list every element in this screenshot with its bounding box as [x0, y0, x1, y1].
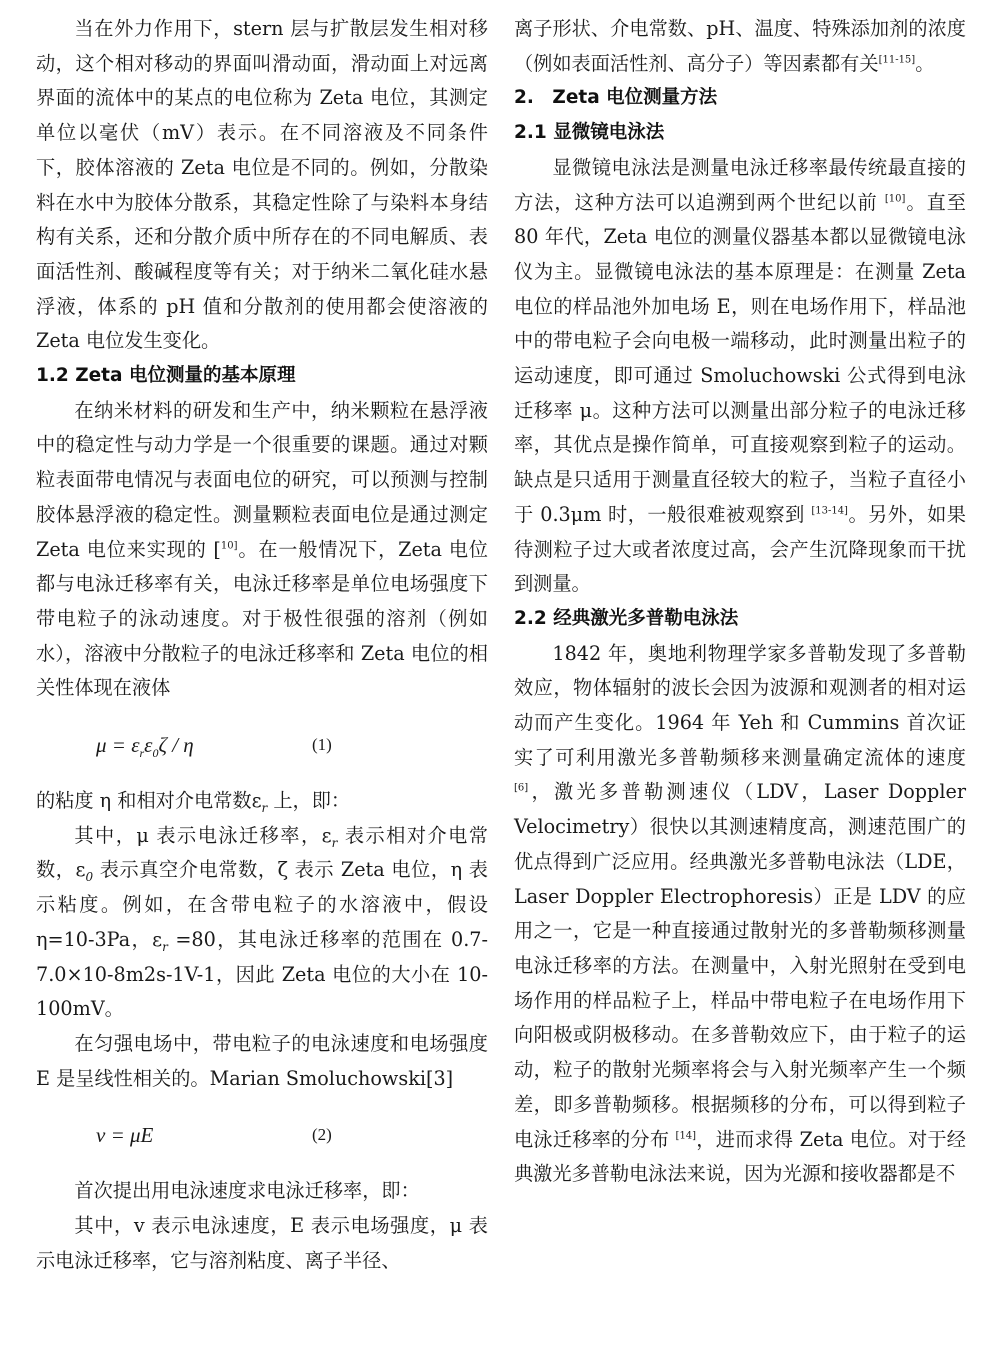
equation-2-expression: v = μE — [96, 1122, 154, 1147]
citation-6: [6] — [514, 783, 529, 795]
paragraph-first-proposed: 首次提出用电泳速度求电泳迁移率，即： — [74, 1179, 420, 1203]
citation-10: 10] — [220, 540, 238, 552]
equation-1-expression: $\mu = \varepsilon_r\varepsilon_0\zeta / \eta$ — [96, 732, 194, 760]
section-heading-2-2: 2.2 经典激光多普勒电泳法 — [514, 607, 739, 629]
section-heading-2: 2. Zeta 电位测量方法 — [514, 87, 718, 109]
paragraph-symbols-2: 其中，v 表示电泳速度，E 表示电场强度，μ 表示电泳迁移率，它与溶剂粘度、离子半径、 — [36, 1214, 488, 1272]
citation-11-15: [11-15] — [878, 54, 916, 66]
equation-2-number: (2) — [312, 1125, 332, 1145]
equation-1-number: (1) — [312, 735, 332, 755]
citation-13-14: [13-14] — [811, 505, 848, 517]
paragraph-symbols-1: 其中，μ 表示电泳迁移率，$\varepsilon_r$ 表示相对介电常数，$\varepsilon_0$ 表示真空介电常数，ζ 表示 Zeta 电位，η 表示粘度。例如，在含带电粒子的水溶液中，假设 η=10-3Pa，$\varepsilon_r =80$，其电泳迁移率的范围在 0.7-7.0×10-8m2s-1V-1，因此 Zeta 电位的大小在 10-100mV。 — [36, 823, 488, 1021]
equation-1 — [36, 706, 488, 784]
left-column — [36, 12, 488, 1279]
paragraph-zeta-principle: 在纳米材料的研发和生产中，纳米颗粒在悬浮液中的稳定性与动力学是一个很重要的课题。通过对颗粒表面带电情况与表面电位的研究，可以预测与控制胶体悬浮液的稳定性。测量颗粒表面电位是通过测定 Zeta 电位来实现的 [$^{10]}$。在一般情况下，Zeta 电位都与电泳迁移率有关，电泳迁移率是单位电场强度下带电粒子的泳动速度。对于极性很强的溶剂（例如水），溶液中分散粒子的电泳迁移率和 Zeta 电位的相关性体现在液体 — [36, 398, 488, 700]
citation-10-right: [10] — [884, 193, 906, 205]
paragraph-microscope-electrophoresis: 显微镜电泳法是测量电泳迁移率最传统最直接的方法，这种方法可以追溯到两个世纪以前 [10]。直至 80 年代，Zeta 电位的测量仪器基本都以显微镜电泳仪为主。显微镜电泳法的基本原理是：在测量 Zeta 电位的样品池外加电场 E，则在电场作用下，样品池中的带电粒子会向电极一端移动，此时测量出粒子的运动速度，即可通过 Smoluchowski 公式得到电泳迁移率 μ。这种方法可以测量出部分粒子的电泳迁移率，其优点是操作简单，可直接观察到粒子的运动。缺点是只适用于测量直径较大的粒子，当粒子直径小于 0.3μm 时，一般很难被观察到 [13-14]。另外，如果待测粒子过大或者浓度过高，会产生沉降现象而干扰到测量。 — [514, 155, 966, 596]
section-heading-1-2: 1.2 Zeta 电位测量的基本原理 — [36, 365, 296, 387]
paragraph-slip-plane: 当在外力作用下，stern 层与扩散层发生相对移动，这个相对移动的界面叫滑动面，滑动面上对远离界面的流体中的某点的电位称为 Zeta 电位，其测定单位以毫伏（mV）表示。在不同溶液及不同条件下，胶体溶液的 Zeta 电位是不同的。例如，分散染料在水中为胶体分散系，其稳定性除了与染料本身结构有关系，还和分散介质中所存在的不同电解质、表面活性剂、酸碱程度等有关；对于纳米二氧化硅水悬浮液，体系的 pH 值和分散剂的使用都会使溶液的 Zeta 电位发生变化。 — [36, 17, 488, 353]
paragraph-uniform-field: 在匀强电场中，带电粒子的电泳速度和电场强度 E 是呈线性相关的。Marian Smoluchowski[3] — [36, 1031, 488, 1090]
paragraph-laser-doppler: 1842 年，奥地利物理学家多普勒发现了多普勒效应，物体辐射的波长会因为波源和观测者的相对运动而产生变化。1964 年 Yeh 和 Cummins 首次证实了可利用激光多普勒频移来测量确定流体的速度 [6]，激光多普勒测速仪（LDV，Laser Doppler Velocimetry）很快以其测速精度高，测速范围广的优点得到广泛应用。经典激光多普勒电泳法（LDE，Laser Doppler Electrophoresis）正是 LDV 的应用之一，它是一种直接通过散射光的多普勒频移测量电泳迁移率的方法。在测量中，入射光照射在受到电场作用的样品粒子上，样品中带电粒子在电场作用下向阳极或阴极移动。在多普勒效应下，由于粒子的运动，粒子的散射光频率将会与入射光频率产生一个频差，即多普勒频移。根据频移的分布，可以得到粒子电泳迁移率的分布 [14]，进而求得 Zeta 电位。对于经典激光多普勒电泳法来说，因为光源和接收器都是不 — [514, 641, 966, 1186]
right-column — [514, 12, 966, 1192]
paragraph-viscosity: 的粘度 η 和相对介电常数$\varepsilon_r$ 上，即： — [36, 789, 351, 815]
citation-14: [14] — [675, 1130, 697, 1142]
section-heading-2-1: 2.1 显微镜电泳法 — [514, 122, 665, 144]
paragraph-factors: 离子形状、介电常数、pH、温度、特殊添加剂的浓度（例如表面活性剂、高分子）等因素都有关[11-15]。 — [514, 17, 966, 75]
equation-2 — [36, 1096, 488, 1174]
